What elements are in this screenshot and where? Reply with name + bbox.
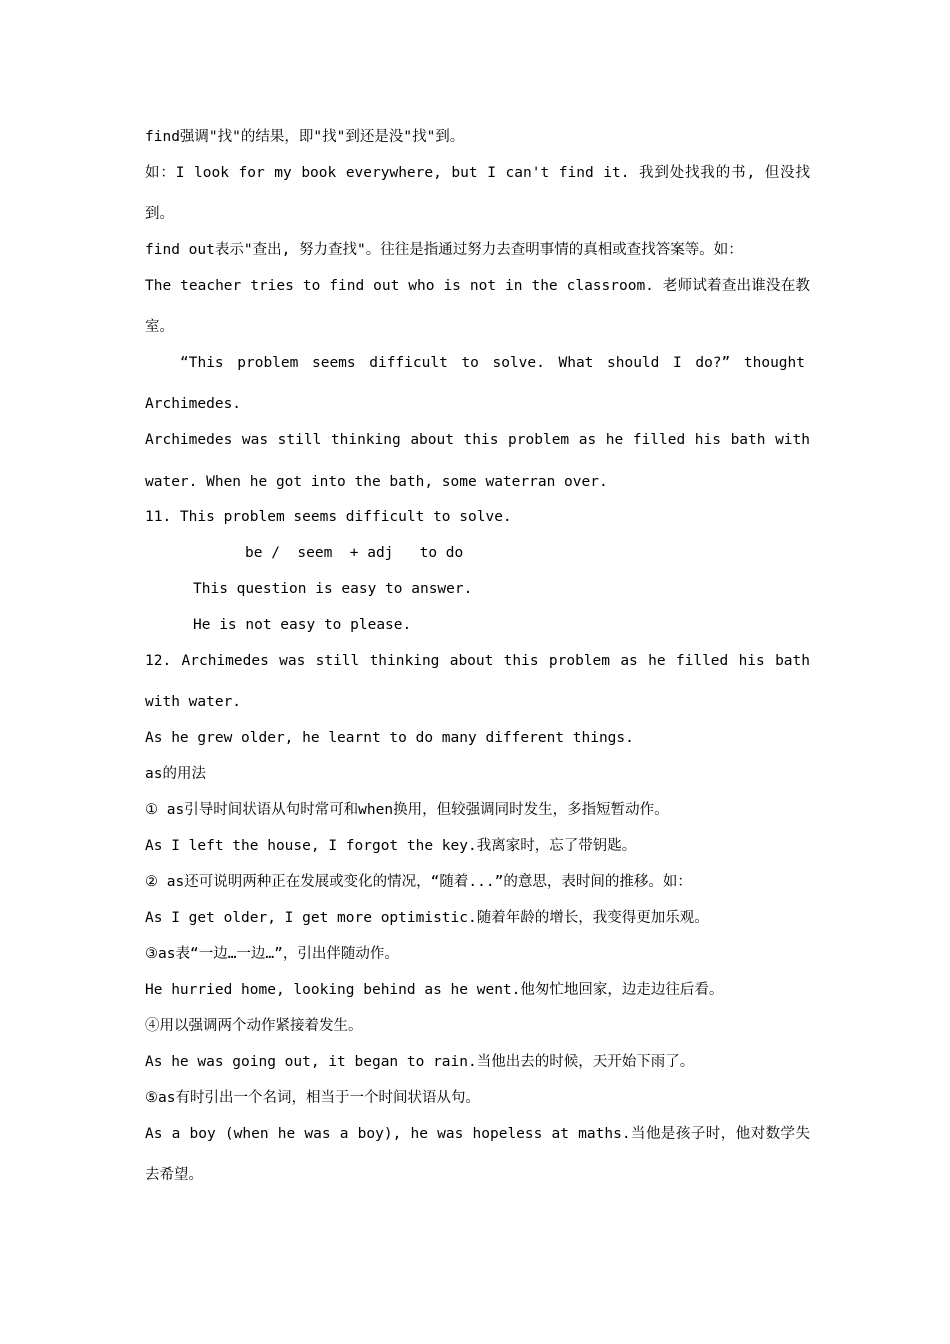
- text-line: The teacher tries to find out who is not in the classroom. 老师试着查出谁没在教: [145, 278, 810, 294]
- usage-point-5: ⑤as有时引出一个名词，相当于一个时间状语从句。: [145, 1090, 480, 1106]
- text-line: find out表示"查出, 努力查找"。往往是指通过努力去查明事情的真相或查找答案等。如：: [145, 242, 743, 258]
- text-line: Archimedes.: [145, 396, 242, 412]
- usage-point-2: ② as还可说明两种正在发展或变化的情况，“随着...”的意思，表时间的推移。如：: [145, 874, 692, 890]
- text-line: 如：I look for my book everywhere, but I can't find it. 我到处找我的书, 但没找: [145, 165, 810, 181]
- usage-point-1: ① as引导时间状语从句时常可和when换用，但较强调同时发生，多指短暂动作。: [145, 802, 669, 818]
- text-line: Archimedes was still thinking about this problem as he filled his bath with: [145, 432, 810, 448]
- text-line: 去希望。: [145, 1167, 203, 1183]
- text-line: “This problem seems difficult to solve. What should I do?” thought: [180, 355, 805, 371]
- text-line: water. When he got into the bath, some waterran over.: [145, 474, 608, 490]
- example-sentence: He hurried home, looking behind as he went.他匆忙地回家，边走边往后看。: [145, 982, 724, 998]
- text-line: find强调"找"的结果，即"找"到还是没"找"到。: [145, 129, 465, 145]
- grammar-pattern: be / seem + adj to do: [245, 545, 464, 561]
- example-sentence: As I get older, I get more optimistic.随着年龄的增长，我变得更加乐观。: [145, 910, 709, 926]
- numbered-item-11: 11. This problem seems difficult to solve.: [145, 509, 512, 525]
- example-sentence: This question is easy to answer.: [193, 581, 473, 597]
- text-line: with water.: [145, 694, 242, 710]
- text-line: 室。: [145, 319, 174, 335]
- example-sentence: He is not easy to please.: [193, 617, 412, 633]
- usage-point-3: ③as表“一边…一边…”，引出伴随动作。: [145, 946, 399, 962]
- section-heading: as的用法: [145, 766, 206, 782]
- example-sentence: As a boy (when he was a boy), he was hopeless at maths.当他是孩子时，他对数学失: [145, 1126, 810, 1142]
- text-line: 到。: [145, 206, 174, 222]
- numbered-item-12: 12. Archimedes was still thinking about this problem as he filled his bath: [145, 653, 810, 669]
- example-sentence: As he grew older, he learnt to do many different things.: [145, 730, 634, 746]
- example-sentence: As I left the house, I forgot the key.我离家时，忘了带钥匙。: [145, 838, 637, 854]
- usage-point-4: ④用以强调两个动作紧接着发生。: [145, 1018, 363, 1034]
- example-sentence: As he was going out, it began to rain.当他出去的时候，天开始下雨了。: [145, 1054, 695, 1070]
